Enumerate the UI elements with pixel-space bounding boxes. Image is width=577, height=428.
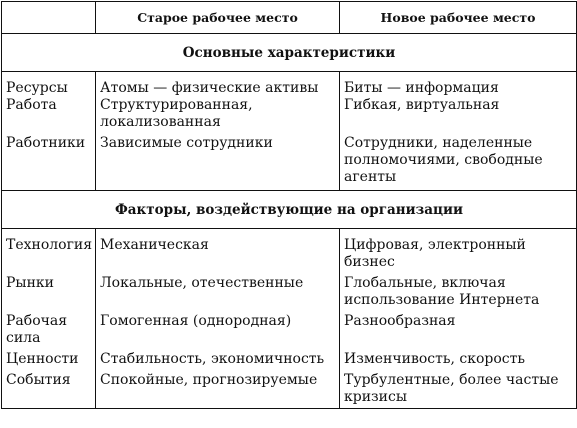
new-value-cell: Гибкая, виртуальная: [340, 97, 577, 131]
new-value-cell: Сотрудники, наделенные полномочиями, свободные агенты: [340, 131, 577, 191]
old-value-cell: Спокойные, прогнозируемые: [96, 368, 340, 409]
table-row: [2, 229, 577, 272]
old-value-cell: Стабильность, экономичность: [96, 347, 340, 368]
row-label-cell: Технология: [2, 229, 96, 272]
old-value-cell: Механическая: [96, 229, 340, 272]
old-value-cell: Атомы — физические активы: [96, 72, 340, 98]
new-value-cell: Биты — информация: [340, 72, 577, 98]
section-title-main-characteristics: Основные характеристики: [2, 34, 577, 72]
workplace-comparison-table: [1, 1, 577, 409]
table-row: [2, 131, 577, 191]
table-header-row: [2, 2, 577, 34]
table-row: [2, 72, 577, 98]
row-label-cell: Работники: [2, 131, 96, 191]
section-title-row: [2, 191, 577, 229]
table-row: [2, 309, 577, 347]
table-row: [2, 347, 577, 368]
header-empty-cell: [2, 2, 96, 34]
table-row: [2, 368, 577, 409]
new-value-cell: Цифровая, электронный бизнес: [340, 229, 577, 272]
old-value-cell: Гомогенная (однородная): [96, 309, 340, 347]
table-row: [2, 97, 577, 131]
row-label-cell: Работа: [2, 97, 96, 131]
section-title-row: [2, 34, 577, 72]
old-value-cell: Локальные, отечественные: [96, 271, 340, 309]
row-label-cell: Рабочая сила: [2, 309, 96, 347]
section-title-organization-factors: Факторы, воздействующие на организации: [2, 191, 577, 229]
table-row: [2, 271, 577, 309]
old-value-cell: Структурированная, локализованная: [96, 97, 340, 131]
row-label-cell: Рынки: [2, 271, 96, 309]
header-old-workplace: Старое рабочее место: [96, 2, 340, 34]
row-label-cell: Ресурсы: [2, 72, 96, 98]
row-label-cell: События: [2, 368, 96, 409]
new-value-cell: Турбулентные, более частые кризисы: [340, 368, 577, 409]
new-value-cell: Разнообразная: [340, 309, 577, 347]
row-label-cell: Ценности: [2, 347, 96, 368]
new-value-cell: Изменчивость, скорость: [340, 347, 577, 368]
old-value-cell: Зависимые сотрудники: [96, 131, 340, 191]
new-value-cell: Глобальные, включая использование Интернета: [340, 271, 577, 309]
header-new-workplace: Новое рабочее место: [340, 2, 577, 34]
comparison-table-container: [1, 1, 576, 426]
